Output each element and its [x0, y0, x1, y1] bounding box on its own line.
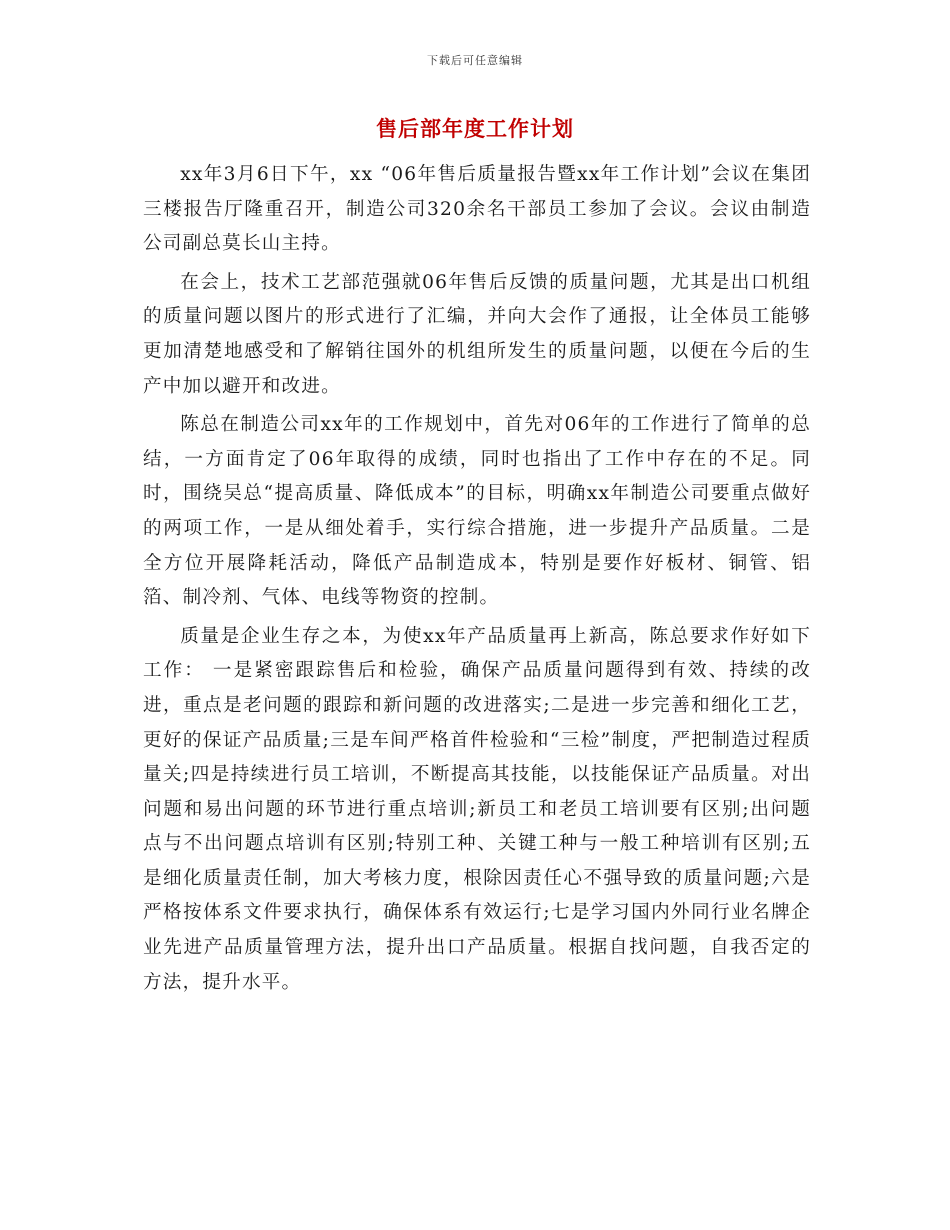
- document-body: [143, 158, 811, 1004]
- document-title: 售后部年度工作计划: [376, 116, 574, 141]
- paragraph-1: xx年3月6日下午，xx “06年售后质量报告暨xx年工作计划”会议在集团三楼报告厅隆重召开，制造公司320余名干部员工参加了会议。会议由制造公司副总莫长山主持。: [143, 164, 811, 255]
- paragraph-2: 在会上，技术工艺部范强就06年售后反馈的质量问题，尤其是出口机组的质量问题以图片的形式进行了汇编，并向大会作了通报，让全体员工能够更加清楚地感受和了解销往国外的机组所发生的质量问题，以便在今后的生产中加以避开和改进。: [143, 271, 811, 397]
- header-note: 下载后可任意编辑: [427, 54, 523, 67]
- paragraph-4: 质量是企业生存之本，为使xx年产品质量再上新高，陈总要求作好如下工作： 一是紧密跟踪售后和检验，确保产品质量问题得到有效、持续的改进，重点是老问题的跟踪和新问题的改进落实;二是进一步完善和细化工艺，更好的保证产品质量;三是车间严格首件检验和“三检”制度，严把制造过程质量关;四是持续进行员工培训，不断提高其技能，以技能保证产品质量。对出问题和易出问题的环节进行重点培训;新员工和老员工培训要有区别;出问题点与不出问题点培训有区别;特别工种、关键工种与一般工种培训有区别;五是细化质量责任制，加大考核力度，根除因责任心不强导致的质量问题;六是严格按体系文件要求执行，确保体系有效运行;七是学习国内外同行业名牌企业先进产品质量管理方法，提升出口产品质量。根据自找问题，自我否定的方法，提升水平。: [143, 625, 811, 993]
- paragraph-3: 陈总在制造公司xx年的工作规划中，首先对06年的工作进行了简单的总结，一方面肯定了06年取得的成绩，同时也指出了工作中存在的不足。同时，围绕吴总“提高质量、降低成本”的目标，明确xx年制造公司要重点做好的两项工作，一是从细处着手，实行综合措施，进一步提升产品质量。二是全方位开展降耗活动，降低产品制造成本，特别是要作好板材、铜管、铝箔、制冷剂、气体、电线等物资的控制。: [143, 414, 811, 609]
